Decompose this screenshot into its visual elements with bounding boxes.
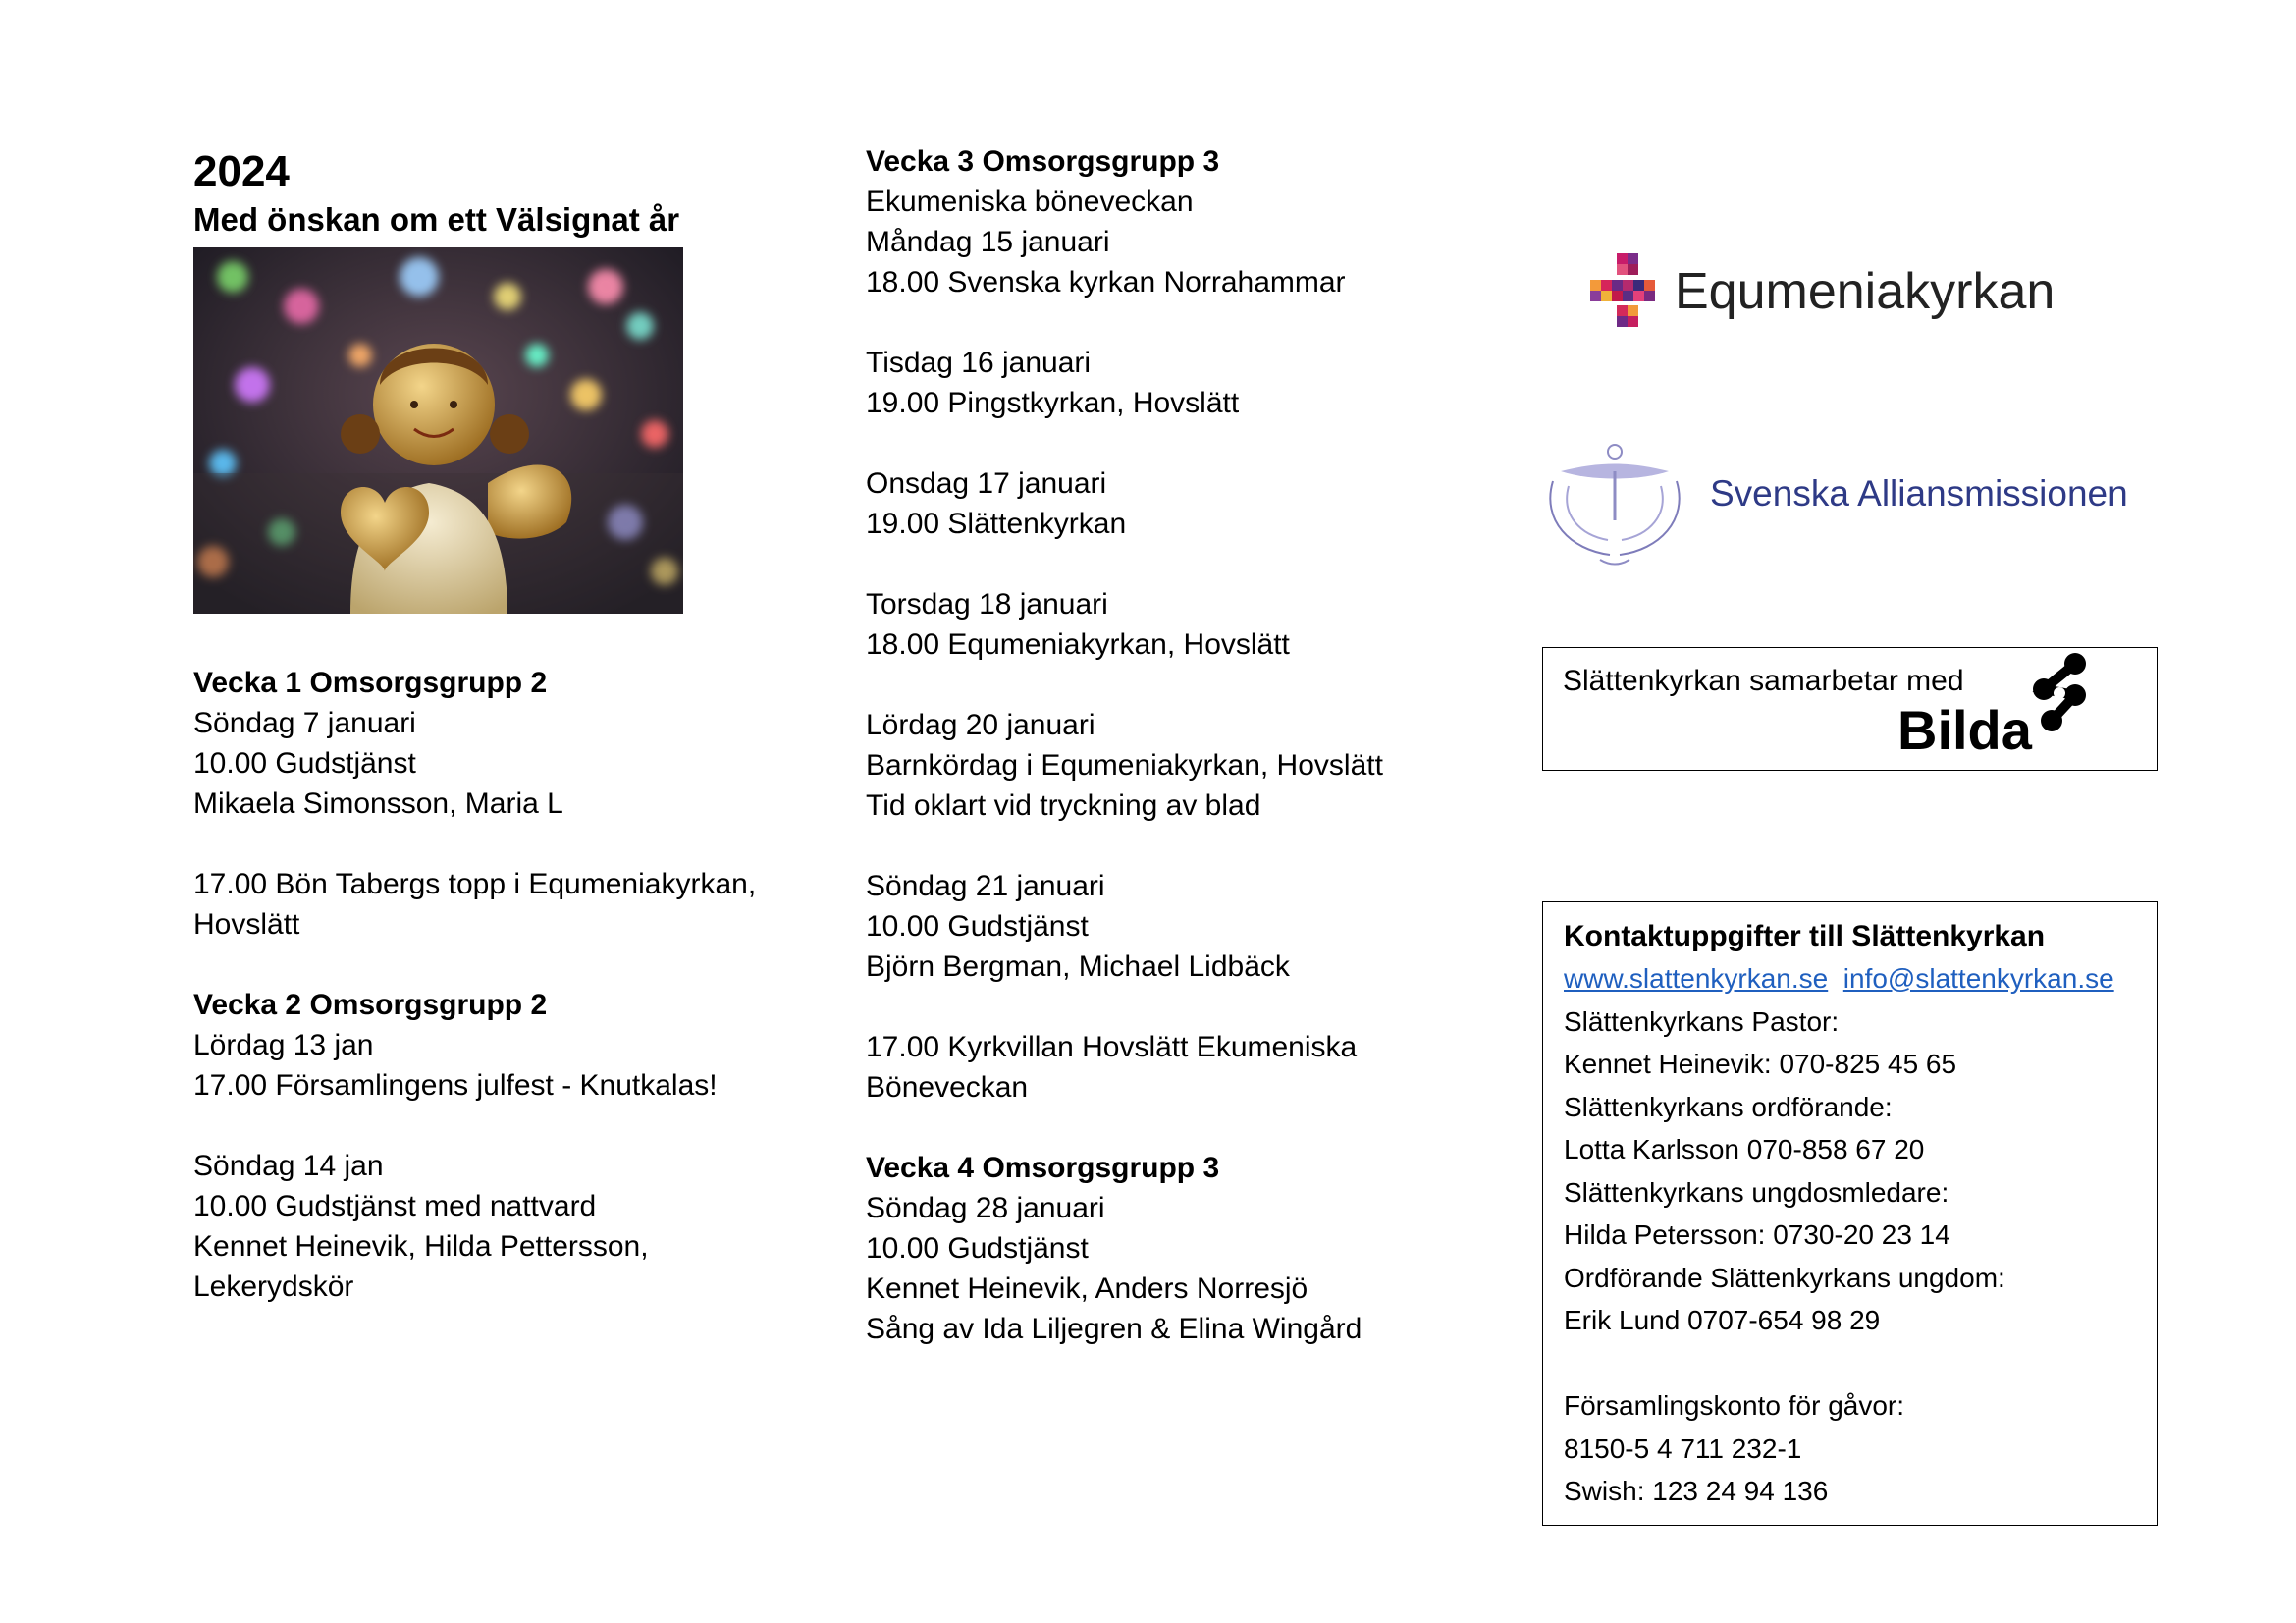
event-line: 19.00 Pingstkyrkan, Hovslätt — [866, 387, 1240, 419]
angel-figurine-image — [193, 247, 683, 614]
equmenia-cross-icon — [1590, 253, 1665, 328]
event-line: Böneveckan — [866, 1071, 1029, 1104]
event-line: Torsdag 18 januari — [866, 588, 1108, 621]
contact-line: Ordförande Slättenkyrkans ungdom: — [1564, 1262, 2005, 1293]
event-line: Tisdag 16 januari — [866, 347, 1092, 379]
event-line: Kennet Heinevik, Anders Norresjö — [866, 1272, 1308, 1305]
bilda-partner-box — [1542, 647, 2158, 771]
event-line: Söndag 28 januari — [866, 1192, 1105, 1224]
email-link[interactable]: info@slattenkyrkan.se — [1842, 963, 2114, 994]
alliansmissionen-logo — [1541, 442, 2130, 569]
contact-line: 8150-5 4 711 232-1 — [1564, 1433, 1802, 1464]
event-line: Onsdag 17 januari — [866, 467, 1107, 500]
event-line: 10.00 Gudstjänst med nattvard — [193, 1190, 597, 1222]
event-line: 17.00 Kyrkvillan Hovslätt Ekumeniska — [866, 1031, 1358, 1063]
event-line: 10.00 Gudstjänst — [866, 1232, 1089, 1265]
equmeniakyrkan-logo — [1590, 253, 2081, 332]
event-line: 17.00 Församlingens julfest - Knutkalas! — [193, 1069, 718, 1102]
angel-photo — [193, 247, 683, 614]
contact-line: Kennet Heinevik: 070-825 45 65 — [1564, 1049, 1957, 1079]
event-line: Måndag 15 januari — [866, 226, 1110, 258]
event-line: 18.00 Svenska kyrkan Norrahammar — [866, 266, 1346, 298]
event-line: Ekumeniska böneveckan — [866, 186, 1194, 218]
alliansmissionen-emblem-icon — [1541, 442, 1688, 569]
contact-links — [1564, 957, 2114, 1001]
event-line: Lekerydskör — [193, 1271, 354, 1303]
event-line: Sång av Ida Liljegren & Elina Wingård — [866, 1313, 1362, 1345]
column-left — [193, 145, 679, 242]
event-line: Kennet Heinevik, Hilda Pettersson, — [193, 1230, 649, 1263]
bilda-wordmark: Bilda — [1897, 699, 2032, 761]
event-line: Mikaela Simonsson, Maria L — [193, 787, 563, 820]
website-link[interactable]: www.slattenkyrkan.se — [1564, 963, 1829, 994]
event-line: 10.00 Gudstjänst — [193, 747, 416, 780]
event-line: Tid oklart vid tryckning av blad — [866, 789, 1261, 822]
event-line: 18.00 Equmeniakyrkan, Hovslätt — [866, 628, 1290, 661]
contact-line: Slättenkyrkans ordförande: — [1564, 1091, 1893, 1122]
event-line: Söndag 7 januari — [193, 707, 416, 739]
event-line: Söndag 14 jan — [193, 1150, 384, 1182]
contact-line: Slättenkyrkans ungdosmledare: — [1564, 1176, 1949, 1208]
contact-line: Swish: 123 24 94 136 — [1564, 1476, 1829, 1506]
event-line: Hovslätt — [193, 908, 300, 941]
week-heading: Vecka 2 Omsorgsgrupp 2 — [193, 989, 548, 1021]
week-1-section — [193, 663, 756, 1307]
page-subtitle: Med önskan om ett Välsignat år — [193, 201, 680, 238]
event-line: Lördag 13 jan — [193, 1029, 374, 1061]
week-heading: Vecka 4 Omsorgsgrupp 3 — [866, 1152, 1220, 1184]
equmenia-wordmark: Equmeniakyrkan — [1675, 263, 2056, 320]
contact-box — [1542, 901, 2158, 1526]
event-line: Björn Bergman, Michael Lidbäck — [866, 950, 1290, 983]
event-line: Söndag 21 januari — [866, 870, 1105, 902]
bilda-symbol-icon — [2014, 650, 2103, 738]
column-middle — [866, 141, 1383, 1349]
event-line: Lördag 20 januari — [866, 709, 1095, 741]
bilda-partner-text: Slättenkyrkan samarbetar med — [1563, 665, 1964, 697]
event-line: Barnkördag i Equmeniakyrkan, Hovslätt — [866, 749, 1383, 782]
contact-title: Kontaktuppgifter till Slättenkyrkan — [1564, 920, 2046, 952]
contact-line: Hilda Petersson: 0730-20 23 14 — [1564, 1219, 1950, 1250]
week-heading: Vecka 1 Omsorgsgrupp 2 — [193, 667, 548, 699]
contact-line: Församlingskonto för gåvor: — [1564, 1390, 1905, 1421]
contact-line: Slättenkyrkans Pastor: — [1564, 1005, 1840, 1037]
contact-line: Lotta Karlsson 070-858 67 20 — [1564, 1134, 1925, 1164]
event-line: 17.00 Bön Tabergs topp i Equmeniakyrkan, — [193, 868, 757, 900]
alliansmissionen-wordmark: Svenska Alliansmissionen — [1710, 473, 2128, 514]
event-line: 10.00 Gudstjänst — [866, 910, 1089, 943]
event-line: 19.00 Slättenkyrkan — [866, 508, 1127, 540]
week-heading: Vecka 3 Omsorgsgrupp 3 — [866, 145, 1220, 178]
contact-line: Erik Lund 0707-654 98 29 — [1564, 1305, 1881, 1335]
year-heading: 2024 — [193, 147, 290, 195]
